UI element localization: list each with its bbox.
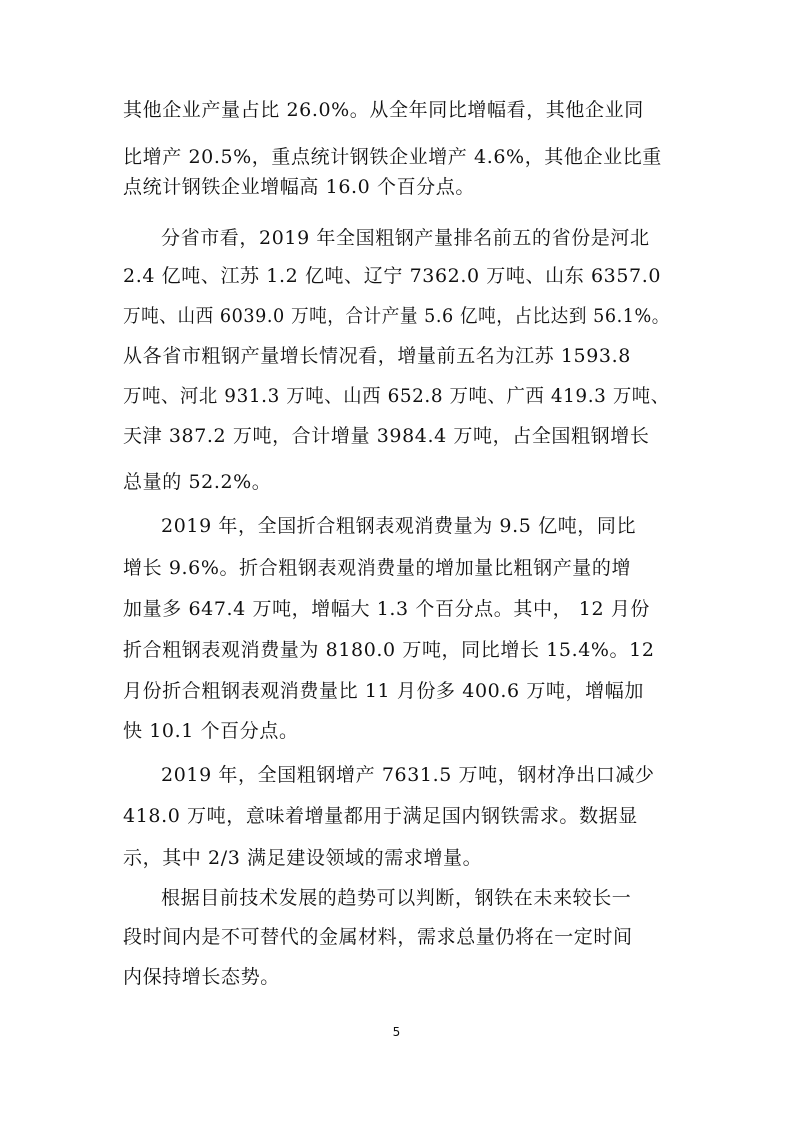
- paragraph-4-line-2: 418.0 万吨，意味着增量都用于满足国内钢铁需求。数据显: [123, 805, 638, 827]
- paragraph-2-line-2: 2.4 亿吨、江苏 1.2 亿吨、辽宁 7362.0 万吨、山东 6357.0: [123, 265, 662, 287]
- paragraph-2-line-4: 从各省市粗钢产量增长情况看，增量前五名为江苏 1593.8: [123, 345, 631, 367]
- paragraph-3-line-5: 月份折合粗钢表观消费量比 11 月份多 400.6 万吨，增幅加: [123, 680, 644, 702]
- paragraph-2-line-6: 天津 387.2 万吨，合计增量 3984.4 万吨，占全国粗钢增长: [123, 425, 650, 447]
- paragraph-2-line-3: 万吨、山西 6039.0 万吨，合计产量 5.6 亿吨，占比达到 56.1%。: [123, 305, 670, 327]
- paragraph-3-line-2: 增长 9.6%。折合粗钢表观消费量的增加量比粗钢产量的增: [123, 557, 632, 579]
- paragraph-1-line-3: 点统计钢铁企业增幅高 16.0 个百分点。: [123, 176, 475, 198]
- paragraph-2-line-7: 总量的 52.2%。: [123, 471, 272, 493]
- paragraph-4-line-1: 2019 年，全国粗钢增产 7631.5 万吨，钢材净出口减少: [161, 764, 655, 786]
- paragraph-3-line-1: 2019 年，全国折合粗钢表观消费量为 9.5 亿吨，同比: [161, 515, 637, 537]
- paragraph-5-line-2: 段时间内是不可替代的金属材料，需求总量仍将在一定时间: [123, 926, 633, 948]
- paragraph-1-line-1: 其他企业产量占比 26.0%。从全年同比增幅看，其他企业同: [123, 99, 644, 121]
- paragraph-3-line-4: 折合粗钢表观消费量为 8180.0 万吨，同比增长 15.4%。12: [123, 639, 655, 661]
- paragraph-1-line-2: 比增产 20.5%，重点统计钢铁企业增产 4.6%，其他企业比重: [123, 146, 662, 168]
- paragraph-5-line-1: 根据目前技术发展的趋势可以判断，钢铁在未来较长一: [161, 887, 632, 909]
- paragraph-2-line-1: 分省市看，2019 年全国粗钢产量排名前五的省份是河北: [161, 227, 650, 249]
- paragraph-3-line-6: 快 10.1 个百分点。: [123, 720, 299, 742]
- paragraph-4-line-3: 示，其中 2/3 满足建设领域的需求增量。: [123, 847, 483, 869]
- paragraph-2-line-5: 万吨、河北 931.3 万吨、山西 652.8 万吨、广西 419.3 万吨、: [123, 385, 670, 407]
- page-number: 5: [392, 1025, 401, 1039]
- paragraph-5-line-3: 内保持增长态势。: [123, 966, 280, 988]
- paragraph-3-line-3: 加量多 647.4 万吨，增幅大 1.3 个百分点。其中， 12 月份: [123, 598, 651, 620]
